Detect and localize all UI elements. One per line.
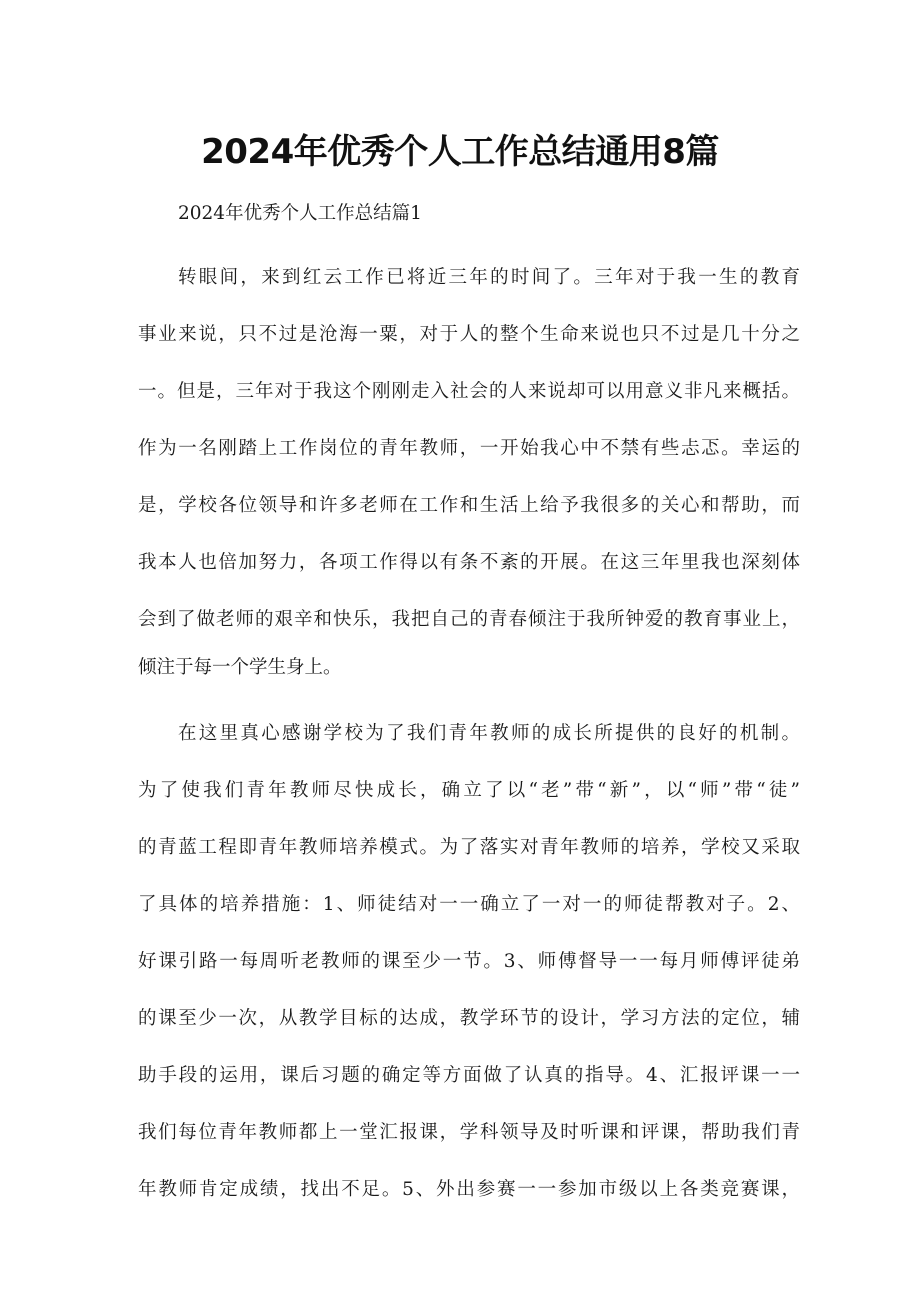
paragraph-line: 助手段的运用，课后习题的确定等方面做了认真的指导。4、汇报评课一一 <box>138 1065 800 1086</box>
section-heading: 2024年优秀个人工作总结篇1 <box>178 203 422 224</box>
paragraph-line: 好课引路一每周听老教师的课至少一节。3、师傅督导一一每月师傅评徒弟 <box>138 951 800 972</box>
paragraph-line: 我们每位青年教师都上一堂汇报课，学科领导及时听课和评课，帮助我们青 <box>138 1122 800 1143</box>
paragraph-line: 倾注于每一个学生身上。 <box>138 657 342 678</box>
document-title: 2024年优秀个人工作总结通用8篇 <box>201 132 719 172</box>
paragraph-line: 我本人也倍加努力，各项工作得以有条不紊的开展。在这三年里我也深刻体 <box>138 552 800 573</box>
paragraph-line: 是，学校各位领导和许多老师在工作和生活上给予我很多的关心和帮助，而 <box>138 495 800 516</box>
paragraph-line: 事业来说，只不过是沧海一粟，对于人的整个生命来说也只不过是几十分之 <box>138 324 800 345</box>
paragraph-line: 会到了做老师的艰辛和快乐，我把自己的青春倾注于我所钟爱的教育事业上， <box>138 609 800 630</box>
paragraph-line: 的课至少一次，从教学目标的达成，教学环节的设计，学习方法的定位，辅 <box>138 1008 800 1029</box>
paragraph-line: 一。但是，三年对于我这个刚刚走入社会的人来说却可以用意义非凡来概括。 <box>138 381 800 402</box>
paragraph-line: 在这里真心感谢学校为了我们青年教师的成长所提供的良好的机制。 <box>178 723 800 744</box>
paragraph-line: 为了使我们青年教师尽快成长，确立了以“老”带“新”，以“师”带“徒” <box>138 780 800 801</box>
paragraph-line: 转眼间，来到红云工作已将近三年的时间了。三年对于我一生的教育 <box>178 267 800 288</box>
paragraph-line: 的青蓝工程即青年教师培养模式。为了落实对青年教师的培养，学校又采取 <box>138 837 800 858</box>
paragraph-line: 作为一名刚踏上工作岗位的青年教师，一开始我心中不禁有些忐忑。幸运的 <box>138 438 800 459</box>
paragraph-line: 了具体的培养措施：1、师徒结对一一确立了一对一的师徒帮教对子。2、 <box>138 894 800 915</box>
paragraph-line: 年教师肯定成绩，找出不足。5、外出参赛一一参加市级以上各类竞赛课， <box>138 1179 800 1200</box>
